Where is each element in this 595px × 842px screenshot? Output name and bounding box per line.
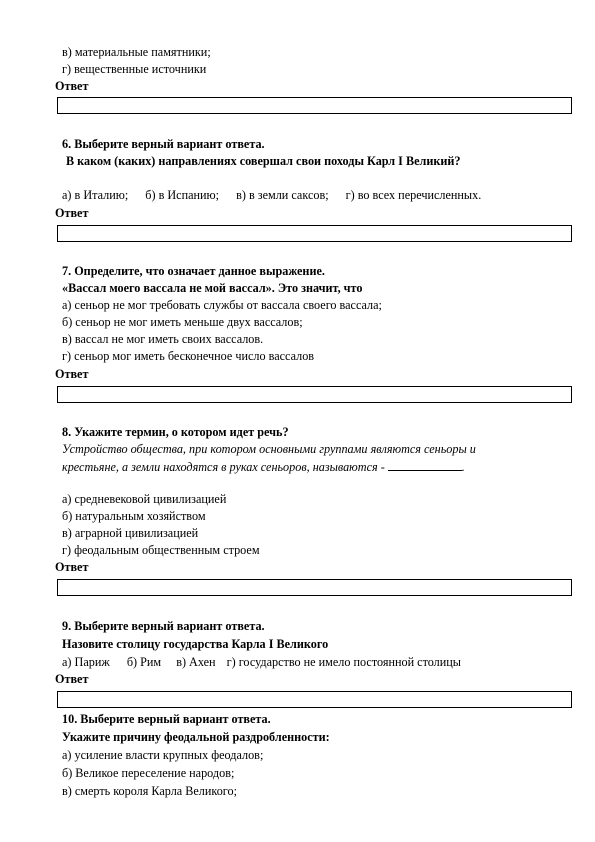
q6-option-c: в) в земли саксов; (236, 188, 329, 202)
q10-option-c: в) смерть короля Карла Великого; (62, 784, 237, 798)
q6-option-a: а) в Италию; (62, 188, 129, 202)
q7-answer-label: Ответ (55, 367, 89, 381)
q8-text-end: . (461, 460, 465, 474)
q8-text-line2-content: крестьяне, а земли находятся в руках сеньоров, называются - (62, 460, 388, 474)
q9-answer-label: Ответ (55, 672, 89, 686)
q8-option-d: г) феодальным общественным строем (62, 543, 260, 557)
q6-option-d: г) во всех перечисленных. (345, 188, 482, 202)
q5-option-c: в) материальные памятники; (62, 45, 211, 59)
q8-answer-label: Ответ (55, 560, 89, 574)
q6-title: 6. Выберите верный вариант ответа. (62, 137, 265, 151)
q8-answer-field[interactable] (57, 579, 572, 596)
q7-option-a: а) сеньор не мог требовать службы от вассала своего вассала; (62, 298, 382, 312)
q8-title: 8. Укажите термин, о котором идет речь? (62, 425, 289, 439)
q7-option-d: г) сеньор мог иметь бесконечное число вассалов (62, 349, 315, 363)
q9-title: 9. Выберите верный вариант ответа. (62, 619, 265, 633)
q7-title: 7. Определите, что означает данное выражение. (62, 264, 325, 278)
q9-option-b: б) Рим (126, 655, 162, 669)
q6-question: В каком (каких) направлениях совершал свои походы Карл I Великий? (66, 154, 461, 168)
q10-option-b: б) Великое переселение народов; (62, 766, 235, 780)
q9-answer-field[interactable] (57, 691, 572, 708)
q9-option-d: г) государство не имело постоянной столицы (226, 655, 461, 669)
q5-answer-label: Ответ (55, 79, 89, 93)
q10-title: 10. Выберите верный вариант ответа. (62, 712, 271, 726)
q8-option-a: а) средневековой цивилизацией (62, 492, 227, 506)
q9-option-a: а) Париж (62, 655, 110, 669)
q8-option-c: в) аграрной цивилизацией (62, 526, 199, 540)
q6-answer-field[interactable] (57, 225, 572, 242)
q5-answer-field[interactable] (57, 97, 572, 114)
q10-option-a: а) усиление власти крупных феодалов; (62, 748, 264, 762)
q5-option-d: г) вещественные источники (62, 62, 207, 76)
q8-text-line2 (62, 460, 465, 473)
q8-option-b: б) натуральным хозяйством (62, 509, 206, 523)
q8-blank (388, 460, 462, 471)
q7-question: «Вассал моего вассала не мой вассал». Это значит, что (62, 281, 363, 295)
q6-options-row (62, 189, 481, 201)
q7-option-b: б) сеньор не мог иметь меньше двух вассалов; (62, 315, 303, 329)
q9-question: Назовите столицу государства Карла I Великого (62, 637, 329, 651)
q6-option-b: б) в Испанию; (145, 188, 220, 202)
q7-option-c: в) вассал не мог иметь своих вассалов. (62, 332, 264, 346)
q6-answer-label: Ответ (55, 206, 89, 220)
q9-options-row (62, 656, 461, 668)
q8-text-line1: Устройство общества, при котором основными группами являются сеньоры и (62, 442, 476, 456)
q9-option-c: в) Ахен (176, 655, 216, 669)
q10-question: Укажите причину феодальной раздробленности: (62, 730, 330, 744)
q7-answer-field[interactable] (57, 386, 572, 403)
